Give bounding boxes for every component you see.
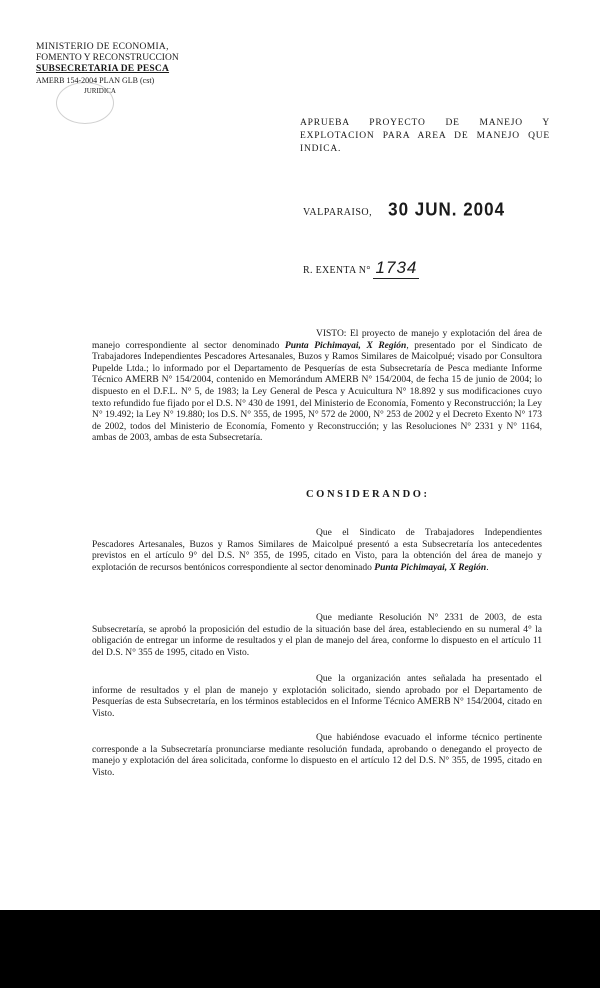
letterhead-subsecretaria: SUBSECRETARIA DE PESCA <box>36 64 170 74</box>
place-date-line <box>303 200 543 220</box>
exenta-number: 1734 <box>373 258 419 279</box>
considerando-4: Que habiéndose evacuado el informe técnico pertinente corresponde a la Subsecretaría pronunciarse mediante resolución fundada, aprobando o denegando el proyecto de manejo y explotación del área solicitada, conforme lo dispuesto en el artículo 12 del D.S. N° 355, de 1995, citado en Visto. <box>92 733 542 778</box>
visto-paragraph <box>92 329 542 445</box>
visto-text-1: VISTO: El proyecto de manejo y explotación del área de manejo correspondiente al sector denominado <box>92 329 542 351</box>
visto-place-name: Punta Pichimayai, X Región <box>284 340 407 351</box>
letterhead-reference: AMERB 154-2004 PLAN GLB (cst) <box>36 76 155 85</box>
resolution-subject: APRUEBA PROYECTO DE MANEJO Y EXPLOTACION PARA AREA DE MANEJO QUE INDICA. <box>300 118 550 154</box>
seal-stamp <box>56 82 114 124</box>
place: VALPARAISO, <box>303 207 373 218</box>
considerando-heading: CONSIDERANDO: <box>306 489 430 500</box>
considerando-1 <box>92 528 542 574</box>
letterhead <box>36 42 206 97</box>
exenta-line <box>303 258 419 279</box>
considerando-2: Que mediante Resolución N° 2331 de 2003, de esta Subsecretaría, se aprobó la proposición del estudio de la situación base del área, estableciendo en su numeral 4° la obligación de entregar un informe de resultados y el plan de manejo del área, conforme lo dispuesto en el artículo 11 del D.S. N° 355 de 1995, citado en Visto. <box>92 613 542 658</box>
scan-bottom-band <box>0 910 600 988</box>
exenta-label: R. EXENTA N° <box>303 265 371 276</box>
visto-text-2: , presentado por el Sindicato de Trabajadores Independientes Pescadores Artesanales, Buzos y Ramos Similares de Maicolpué; visado por Consultora Pupelde Ltda.; lo informado por el Departamento de Pesquerías de esta Subsecretaría de Pesca mediante Informe Técnico AMERB N° 154/2004, contenido en Memorándum AMERB N° 154/2004, de fecha 15 de junio de 2004; lo dispuesto en el D.F.L. N° 5, de 1983; la Ley General de Pesca y Acuicultura N° 18.892 y sus modificaciones cuyo texto refundido fue fijado por el D.S. N° 430 de 1991, del Ministerio de Economía, Fomento y Reconstrucción; la Ley N° 19.492; la Ley N° 19.880; los D.S. N° 355, de 1995, N° 572 de 2000, N° 253 de 2002 y el Decreto Exento N° 173 de 2002, todos del Ministerio de Economía, Fomento y Reconstrucción; y las Resoluciones N° 2331 y N° 1164, ambas de 2003, ambas de esta Subsecretaría. <box>92 340 542 444</box>
letterhead-ministry: MINISTERIO DE ECONOMIA, <box>36 42 169 52</box>
considerando-3: Que la organización antes señalada ha presentado el informe de resultados y el plan de manejo y explotación solicitado, siendo aprobado por el Departamento de Pesquerías de esta Subsecretaría, en los términos establecidos en el Informe Técnico AMERB N° 154/2004, citado en Visto. <box>92 674 542 719</box>
letterhead-ministry-2: FOMENTO Y RECONSTRUCCION <box>36 53 179 63</box>
considerando-1-text: Que el Sindicato de Trabajadores Independientes Pescadores Artesanales, Buzos y Ramos Similares de Maicolpué presentó a esta Subsecretaría los antecedentes previstos en el artículo 9° del D.S. N° 355, de 1995, citado en Visto, para la obtención del área de manejo y explotación de recursos bentónicos correspondiente al sector denominado <box>92 528 542 573</box>
date-stamp: 30 JUN. 2004 <box>388 199 506 220</box>
letterhead-department: JURIDICA <box>84 87 116 95</box>
considerando-1-place-name: Punta Pichimayai, X Región <box>374 562 487 573</box>
considerando-1-end: . <box>486 562 489 573</box>
